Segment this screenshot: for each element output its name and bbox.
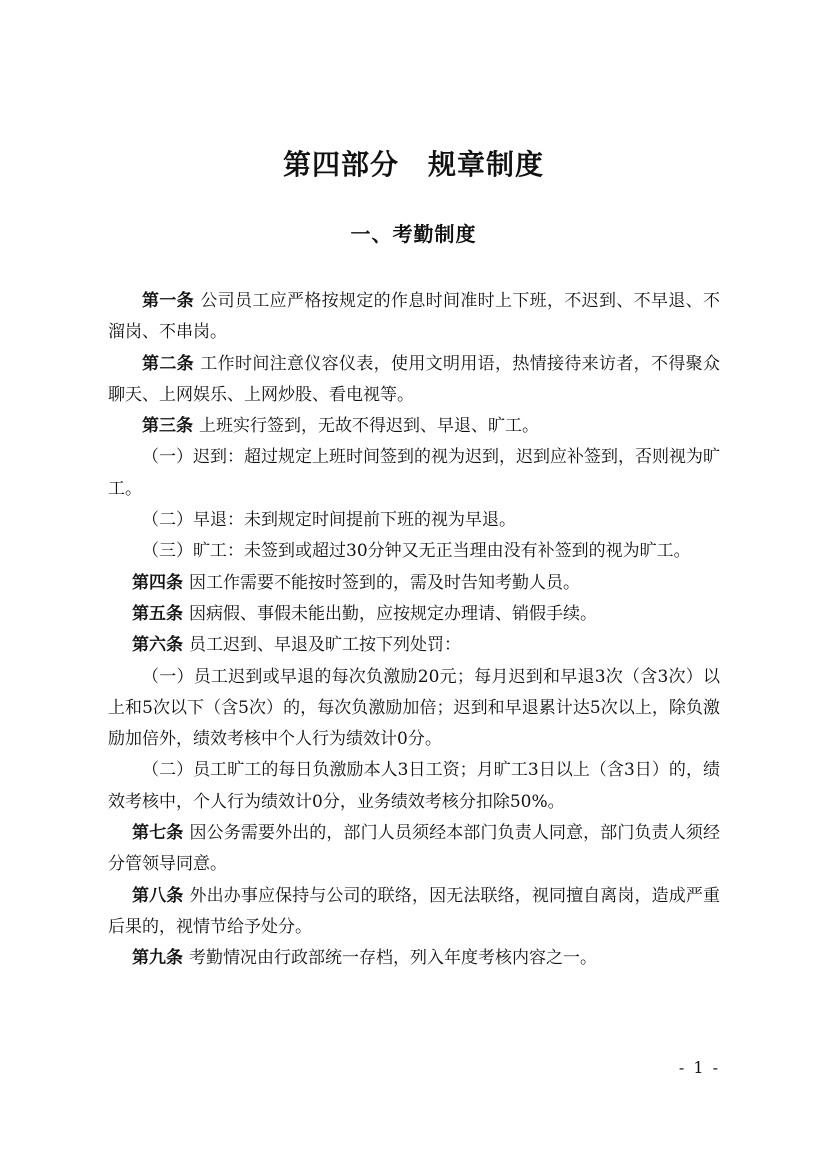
page-title: 第四部分 规章制度 (282, 148, 544, 181)
clause-6-1 (108, 662, 720, 756)
article-label: 第七条 (132, 823, 184, 844)
section-title: 一、考勤制度 (350, 222, 477, 246)
article-5 (108, 599, 720, 630)
article-3 (108, 411, 720, 442)
article-7 (108, 818, 720, 881)
article-9 (108, 943, 720, 974)
article-label: 第八条 (132, 885, 184, 906)
article-text: 因工作需要不能按时签到的，需及时告知考勤人员。 (189, 572, 580, 593)
article-text: 工作时间注意仪容仪表，使用文明用语，热情接待来访者，不得聚众聊天、上网娱乐、上网炒股、看电视等。 (108, 353, 720, 405)
article-label: 第六条 (132, 635, 183, 656)
article-text: 因病假、事假未能出勤，应按规定办理请、销假手续。 (189, 603, 597, 624)
article-1 (108, 286, 720, 349)
article-2 (108, 349, 720, 412)
article-label: 第九条 (132, 948, 183, 969)
article-label: 第四条 (132, 572, 183, 593)
article-label: 第五条 (132, 603, 183, 624)
document-body (108, 286, 720, 975)
clause-3-3 (108, 536, 720, 567)
article-text: 员工迟到、早退及旷工按下列处罚： (189, 635, 461, 656)
article-4 (108, 568, 720, 599)
article-text: 公司员工应严格按规定的作息时间准时上下班，不迟到、不早退、不溜岗、不串岗。 (108, 291, 720, 343)
clause-text: （一）员工迟到或早退的每次负激励20元；每月迟到和早退3次（含3次）以上和5次以下（含5次）的，每次负激励加倍；迟到和早退累计达5次以上，除负激励加倍外，绩效考核中个人行为绩效计0分。 (108, 666, 720, 750)
clause-3-1 (108, 442, 720, 505)
article-6 (108, 630, 720, 661)
clause-text: （三）旷工：未签到或超过30分钟又无正当理由没有补签到的视为旷工。 (142, 541, 691, 562)
clause-text: （一）迟到：超过规定上班时间签到的视为迟到，迟到应补签到，否则视为旷工。 (108, 447, 720, 499)
article-label: 第三条 (142, 416, 193, 437)
article-8 (108, 881, 720, 944)
clause-6-2 (108, 755, 720, 818)
article-text: 外出办事应保持与公司的联络，因无法联络，视同擅自离岗，造成严重后果的，视情节给予处分。 (108, 885, 721, 937)
page-number: - 1 - (678, 1058, 720, 1077)
article-label: 第二条 (142, 353, 194, 374)
clause-3-2 (108, 505, 720, 536)
clause-text: （二）早退：未到规定时间提前下班的视为早退。 (142, 510, 516, 531)
article-text: 考勤情况由行政部统一存档，列入年度考核内容之一。 (189, 948, 597, 969)
article-text: 因公务需要外出的，部门人员须经本部门负责人同意，部门负责人须经分管领导同意。 (108, 823, 721, 875)
clause-text: （二）员工旷工的每日负激励本人3日工资；月旷工3日以上（含3日）的，绩效考核中，个人行为绩效计0分，业务绩效考核分扣除50%。 (108, 760, 720, 812)
article-label: 第一条 (142, 291, 194, 311)
article-text: 上班实行签到，无故不得迟到、早退、旷工。 (199, 416, 539, 437)
